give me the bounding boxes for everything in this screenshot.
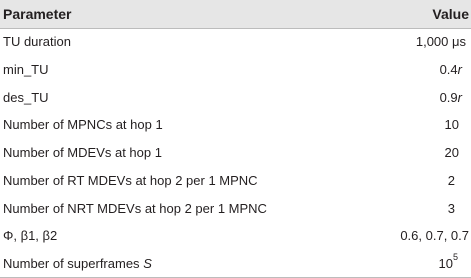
table-row [0,56,471,83]
value-exponent: 5 [452,252,458,262]
parameter-cell: TU duration [3,34,71,49]
table-header-row [0,0,471,29]
value-cell [439,250,458,277]
value-cell [440,84,462,111]
table-row [0,222,471,249]
parameter-cell: min_TU [3,62,49,77]
table-row [0,111,471,138]
parameter-cell: Φ, β1, β2 [3,228,58,243]
table-row [0,250,471,277]
parameter-cell: Number of RT MDEVs at hop 2 per 1 MPNC [3,173,258,188]
value-cell: 3 [447,201,455,216]
value-cell: 20 [444,145,459,160]
value-cell: 1,000 μs [415,34,466,49]
value-unit: r [457,90,462,105]
header-parameter: Parameter [3,6,72,22]
parameter-cell: Number of NRT MDEVs at hop 2 per 1 MPNC [3,201,267,216]
value-number: 0.4 [439,62,458,77]
value-cell: 2 [447,173,455,188]
table-row [0,139,471,166]
table-row [0,195,471,222]
parameter-cell: Number of MPNCs at hop 1 [3,117,163,132]
value-unit: r [457,62,462,77]
value-cell: 0.6, 0.7, 0.7 [400,228,469,243]
parameter-cell [3,250,152,277]
value-base: 10 [438,256,453,271]
value-cell: 10 [444,117,459,132]
parameter-cell: Number of MDEVs at hop 1 [3,145,162,160]
header-value: Value [432,6,469,22]
value-number: 0.9 [439,90,458,105]
table-row [0,167,471,194]
parameter-text: Number of superframes [3,256,140,271]
table-row [0,84,471,111]
parameter-cell: des_TU [3,90,49,105]
value-cell [440,56,462,83]
table-row [0,28,471,55]
parameter-symbol: S [143,256,152,271]
